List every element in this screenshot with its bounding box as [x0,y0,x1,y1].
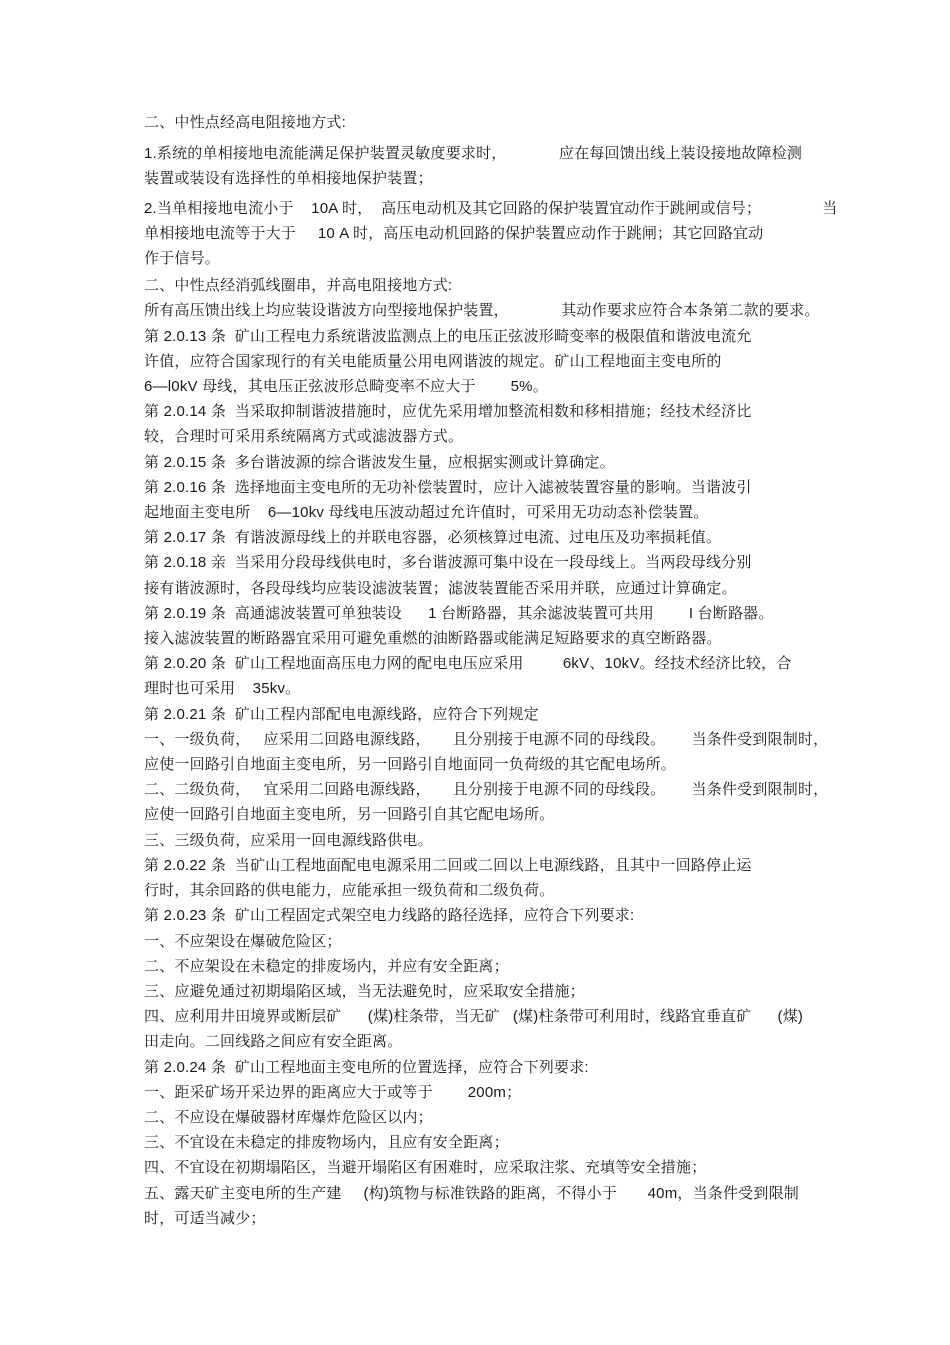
text-line: 起地面主变电所 6—10kv 母线电压波动超过允许值时，可采用无功动态补偿装置。 [144,504,709,522]
text-line: 所有高压馈出线上均应装设谐波方向型接地保护装置， 其动作要求应符合本条第二款的要求。 [144,302,820,320]
text-line: 时，可适当减少； [144,1209,266,1227]
text-line: 理时也可采用 35kv。 [144,680,301,698]
text-line: 装置或装设有选择性的单相接地保护装置； [144,170,433,188]
text-line: 二、中性点经高电阻接地方式: [144,114,346,131]
text-line: 二、不应架设在未稳定的排废场内，并应有安全距离； [144,957,509,975]
text-line: 二、二级负荷， 宜采用二回路电源线路， 且分别接于电源不同的母线段。 当条件受到限制时， [144,781,829,799]
text-line: 单相接地电流等于大于 10 A 时，高压电动机回路的保护装置应动作于跳闸；其它回路宜动 [144,224,764,242]
text-line: 接有谐波源时，各段母线均应装设滤波装置；滤波装置能否采用并联，应通过计算确定。 [144,579,737,597]
text-line: 第 2.0.13 条 矿山工程电力系统谐波监测点上的电压正弦波形畸变率的极限值和谐波电流允 [144,327,752,345]
text-line: 一、距采矿场开采边界的距离应大于或等于 200m； [144,1083,522,1101]
text-line: 四、应利用井田境界或断层矿 (煤)柱条带，当无矿 (煤)柱条带可利用时，线路宜垂直矿 (煤) [144,1008,804,1026]
text-line: 第 2.0.16 条 选择地面主变电所的无功补偿装置时，应计入滤被装置容量的影响。当谐波引 [144,478,752,496]
text-line: 行时，其余回路的供电能力，应能承担一级负荷和二级负荷。 [144,882,555,900]
text-line: 第 2.0.21 条 矿山工程内部配电电源线路，应符合下列规定 [144,705,539,723]
text-line: 6—l0kV 母线，其电压正弦波形总畸变率不应大于 5%。 [144,378,548,396]
document-body [144,110,844,1231]
text-line: 第 2.0.23 条 矿山工程固定式架空电力线路的路径选择，应符合下列要求: [144,907,635,925]
text-line: 二、中性点经消弧线圈串，并高电阻接地方式: [144,277,453,295]
text-line: 第 2.0.24 条 矿山工程地面主变电所的位置选择，应符合下列要求: [144,1058,589,1076]
text-line: 三、应避免通过初期塌陷区域，当无法避免时，应采取安全措施； [144,982,585,1000]
text-line: 三、不宜设在未稳定的排废物场内，且应有安全距离； [144,1134,509,1152]
text-line: 三、三级负荷，应采用一回电源线路供电。 [144,831,433,849]
text-line: 接入滤波装置的断路器宜采用可避免重燃的油断路器或能满足短路要求的真空断路器。 [144,630,722,648]
text-line: 2.当单相接地电流小于 10A 时， 高压电动机及其它回路的保护装置宜动作于跳闸或信号； 当 [144,199,838,217]
text-line: 一、一级负荷， 应采用二回路电源线路， 且分别接于电源不同的母线段。 当条件受到限制时， [144,730,829,748]
text-line: 第 2.0.15 条 多台谐波源的综合谐波发生量，应根据实测或计算确定。 [144,453,615,471]
text-line: 许值，应符合国家现行的有关电能质量公用电网谐波的规定。矿山工程地面主变电所的 [144,352,722,370]
text-line: 第 2.0.17 条 有谐波源母线上的并联电容器，必须核算过电流、过电压及功率损耗值。 [144,529,722,547]
text-line: 第 2.0.20 条 矿山工程地面高压电力网的配电电压应采用 6kV、10kV。经技术经济比较，合 [144,655,792,673]
text-line: 作于信号。 [144,250,221,268]
text-line: 1.系统的单相接地电流能满足保护装置灵敏度要求时， 应在每回馈出线上装设接地故障检测 [144,145,803,163]
text-line: 四、不宜设在初期塌陷区，当避开塌陷区有困难时，应采取注浆、充填等安全措施； [144,1159,707,1177]
text-line: 第 2.0.19 条 高通滤波装置可单独装设 1 台断路器，其余滤波装置可共用 I 台断路器。 [144,604,774,622]
text-line: 第 2.0.14 条 当采取抑制谐波措施时，应优先采用增加整流相数和移相措施；经技术经济比 [144,403,752,421]
text-line: 五、露天矿主变电所的生产建 (构)筑物与标准铁路的距离，不得小于 40m，当条件受到限制 [144,1184,799,1202]
text-line: 应使一回路引自地面主变电所，另一回路引自地面同一负荷级的其它配电场所。 [144,756,677,774]
text-line: 应使一回路引自地面主变电所，另一回路引自其它配电场所。 [144,806,555,824]
text-line: 一、不应架设在爆破危险区； [144,932,342,950]
text-line: 第 2.0.18 亲 当采用分段母线供电时，多台谐波源可集中设在一段母线上。当两段母线分别 [144,554,752,572]
text-line: 二、不应设在爆破器材库爆炸危险区以内； [144,1108,433,1126]
text-line: 较，合理时可采用系统隔离方式或滤波器方式。 [144,428,464,446]
text-line: 田走向。二回线路之间应有安全距离。 [144,1033,403,1051]
text-line: 第 2.0.22 条 当矿山工程地面配电电源采用二回或二回以上电源线路，且其中一回路停止运 [144,856,752,874]
